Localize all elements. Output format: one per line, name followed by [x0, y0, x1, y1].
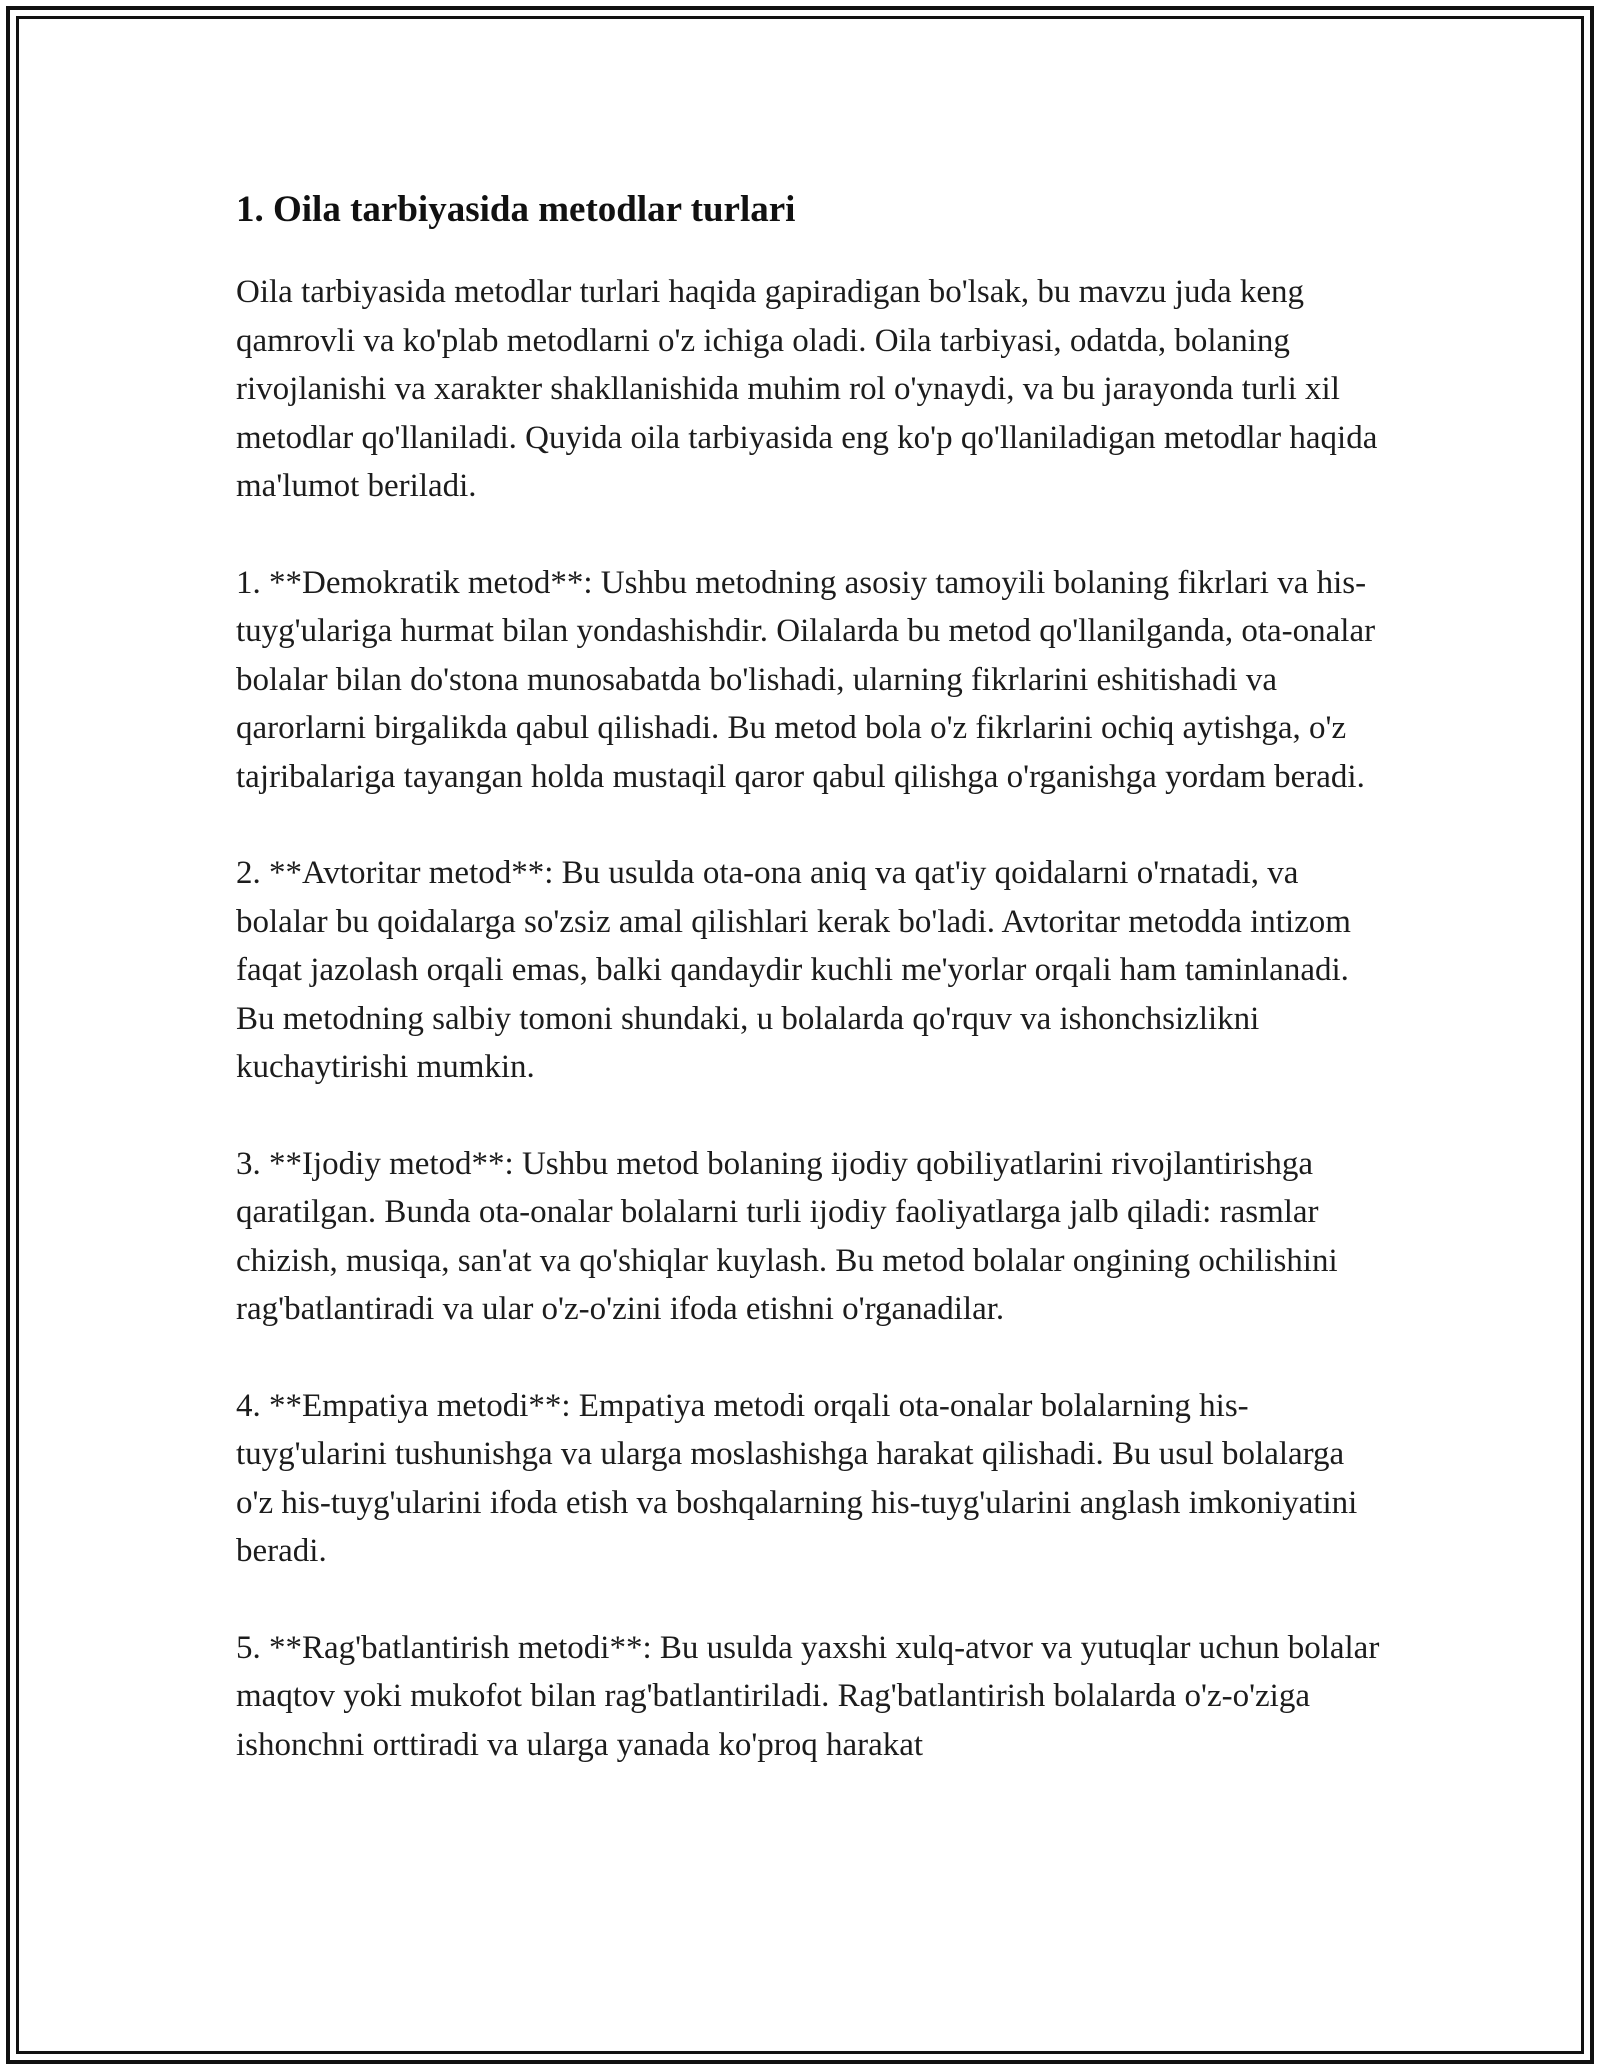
paragraph-creative-method: 3. **Ijodiy metod**: Ushbu metod bolaning ijodiy qobiliyatlarini rivojlantirishga qaratilgan. Bunda ota-onalar bolalarni turli ijodiy faoliyatlarga jalb qiladi: rasmlar chizish, musiqa, san'at va qo'shiqlar kuylash. Bu metod bolalar ongining ochilishini rag'batlantiradi va ular o'z-o'zini ifoda etishni o'rganadilar.: [236, 1145, 1338, 1327]
paragraph-democratic-method: 1. **Demokratik metod**: Ushbu metodning asosiy tamoyili bolaning fikrlari va his-tuyg'ulariga hurmat bilan yondashishdir. Oilalarda bu metod qo'llanilganda, ota-onalar bolalar bilan do'stona munosabatda bo'lishadi, ularning fikrlarini eshitishadi va qarorlarni birgalikda qabul qilishadi. Bu metod bola o'z fikrlarini ochiq aytishga, o'z tajribalariga tayangan holda mustaqil qaror qabul qilishga o'rganishga yordam beradi.: [236, 564, 1376, 795]
paragraph-encouragement-method: 5. **Rag'batlantirish metodi**: Bu usulda yaxshi xulq-atvor va yutuqlar uchun bolalar maqtov yoki mukofot bilan rag'batlantiriladi. Rag'batlantirish bolalarda o'z-o'ziga ishonchni orttiradi va ularga yanada ko'proq harakat: [236, 1629, 1380, 1763]
paragraph-authoritarian-method: 2. **Avtoritar metod**: Bu usulda ota-ona aniq va qat'iy qoidalarni o'rnatadi, va bolalar bu qoidalarga so'zsiz amal qilishlari kerak bo'ladi. Avtoritar metodda intizom faqat jazolash orqali emas, balki qandaydir kuchli me'yorlar orqali ham taminlanadi. Bu metodning salbiy tomoni shundaki, u bolalarda qo'rquv va ishonchsizlikni kuchaytirishi mumkin.: [236, 855, 1351, 1085]
intro-paragraph: Oila tarbiyasida metodlar turlari haqida gapiradigan bo'lsak, bu mavzu juda keng qamrovli va ko'plab metodlarni o'z ichiga oladi. Oila tarbiyasi, odatda, bolaning rivojlanishi va xarakter shakllanishida muhim rol o'ynaydi, va bu jarayonda turli xil metodlar qo'llaniladi. Quyida oila tarbiyasida eng ko'p qo'llaniladigan metodlar haqida ma'lumot beriladi.: [236, 274, 1378, 504]
document-body: [236, 186, 1386, 1817]
paragraph-empathy-method: 4. **Empatiya metodi**: Empatiya metodi orqali ota-onalar bolalarning his-tuyg'ularini tushunishga va ularga moslashishga harakat qilishadi. Bu usul bolalarga o'z his-tuyg'ularini ifoda etish va boshqalarning his-tuyg'ularini anglash imkoniyatini beradi.: [236, 1387, 1358, 1569]
section-heading: 1. Oila tarbiyasida metodlar turlari: [236, 189, 796, 230]
